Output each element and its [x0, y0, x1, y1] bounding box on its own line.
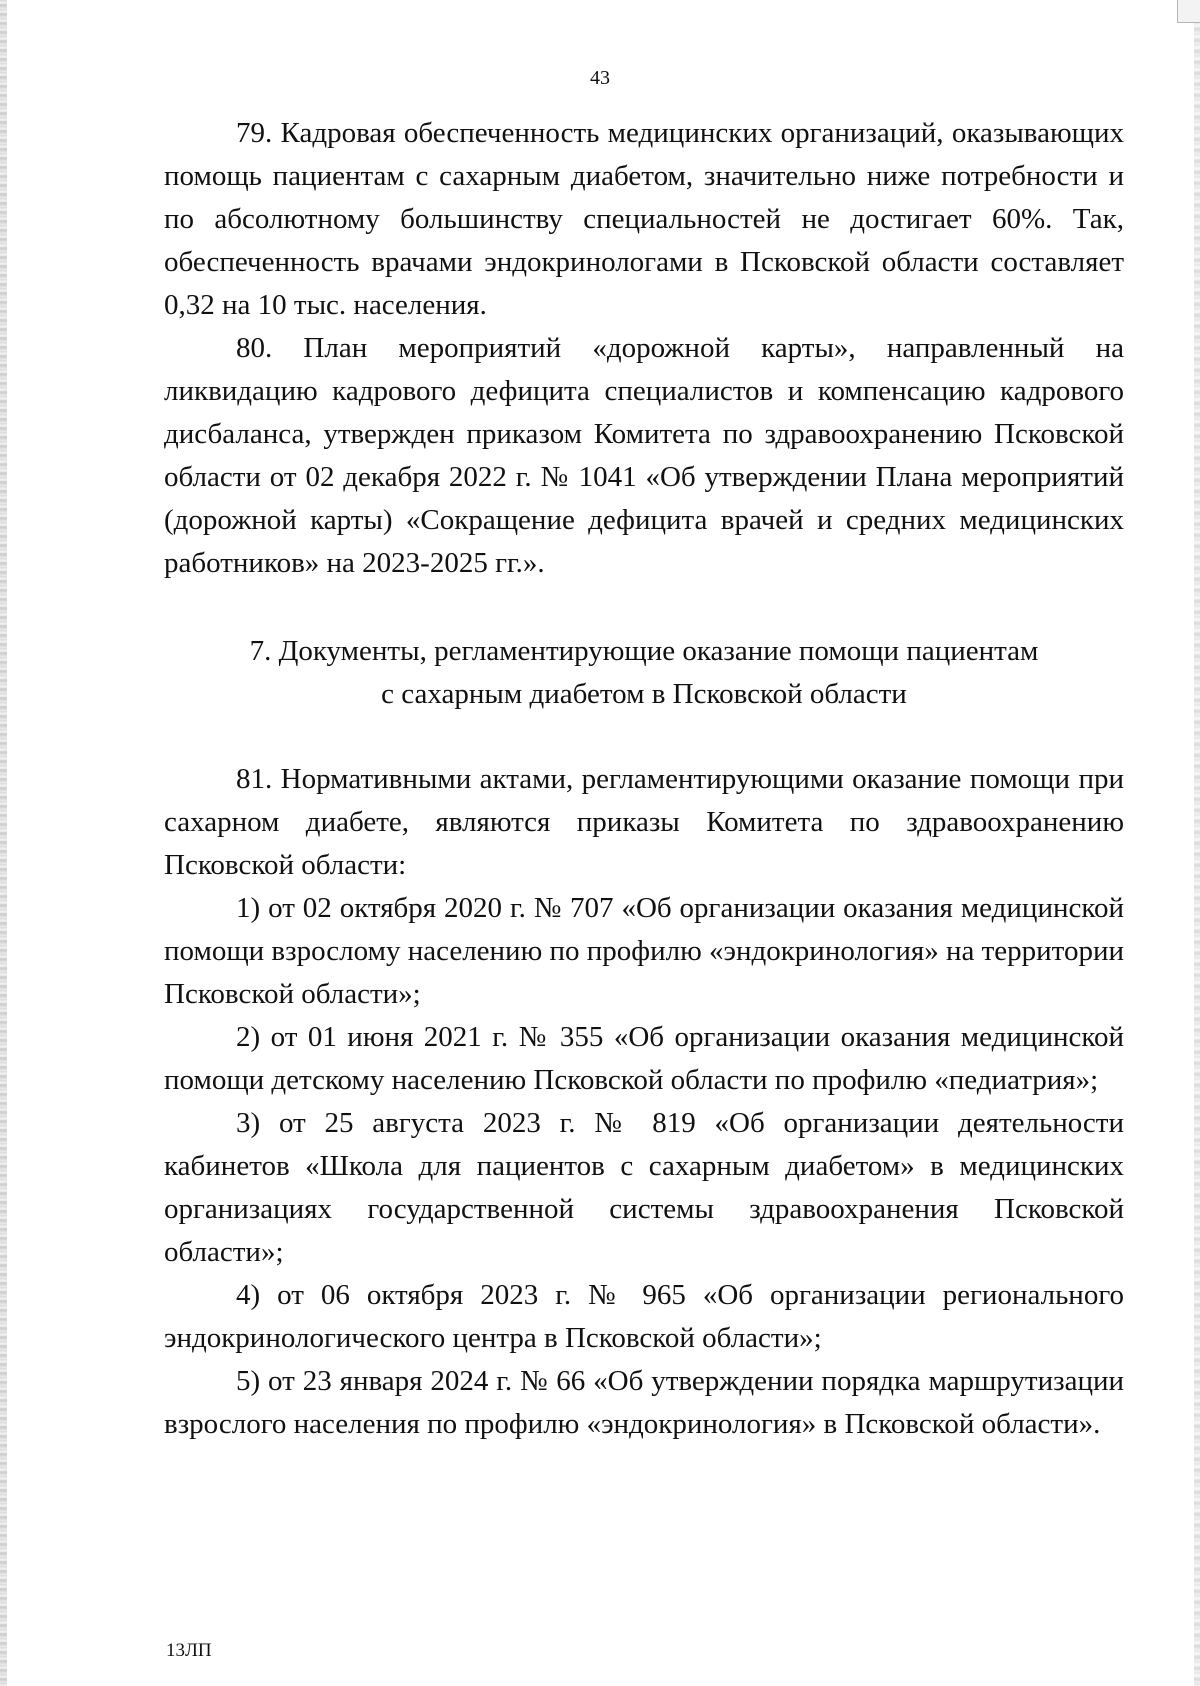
list-item-3: 3) от 25 августа 2023 г. № 819 «Об организации деятельности кабинетов «Школа для пациентов с сахарным диабетом» в медицинских организациях государственной системы здравоохранения Псковской области»;	[164, 1107, 1124, 1268]
page-number: 43	[590, 67, 610, 89]
section-heading-line-1: 7. Документы, регламентирующие оказание помощи пациентам	[249, 635, 1039, 667]
paragraphs-bottom	[164, 758, 1124, 1446]
scan-edge-left	[0, 0, 7, 1686]
scan-edge-right	[1194, 0, 1200, 1686]
footer-code: 13ЛП	[166, 1640, 212, 1661]
scan-corner-mark	[1177, 0, 1200, 23]
section-heading-line-2: с сахарным диабетом в Псковской области	[381, 678, 907, 710]
paragraph-81: 81. Нормативными актами, регламентирующими оказание помощи при сахарном диабете, являются приказы Комитета по здравоохранению Псковской области:	[164, 763, 1124, 881]
paragraphs-top	[164, 112, 1124, 585]
paragraph-80: 80. План мероприятий «дорожной карты», направленный на ликвидацию кадрового дефицита специалистов и компенсацию кадрового дисбаланса, утвержден приказом Комитета по здравоохранению Псковской области от 02 декабря 2022 г. № 1041 «Об утверждении Плана мероприятий (дорожной карты) «Сокращение дефицита врачей и средних медицинских работников» на 2023-2025 гг.».	[164, 332, 1124, 579]
list-item-2: 2) от 01 июня 2021 г. № 355 «Об организации оказания медицинской помощи детскому населению Псковской области по профилю «педиатрия»;	[164, 1021, 1124, 1096]
list-item-4: 4) от 06 октября 2023 г. № 965 «Об организации регионального эндокринологического центра в Псковской области»;	[164, 1279, 1124, 1354]
list-item-1: 1) от 02 октября 2020 г. № 707 «Об организации оказания медицинской помощи взрослому населению по профилю «эндокринология» на территории Псковской области»;	[164, 892, 1124, 1010]
list-item-5: 5) от 23 января 2024 г. № 66 «Об утверждении порядка маршрутизации взрослого населения по профилю «эндокринология» в Псковской области».	[164, 1365, 1124, 1440]
paragraph-79: 79. Кадровая обеспеченность медицинских организаций, оказывающих помощь пациентам с сахарным диабетом, значительно ниже потребности и по абсолютному большинству специальностей не достигает 60%. Так, обеспеченность врачами эндокринологами в Псковской области составляет 0,32 на 10 тыс. населения.	[164, 117, 1124, 321]
section-heading	[164, 630, 1124, 716]
